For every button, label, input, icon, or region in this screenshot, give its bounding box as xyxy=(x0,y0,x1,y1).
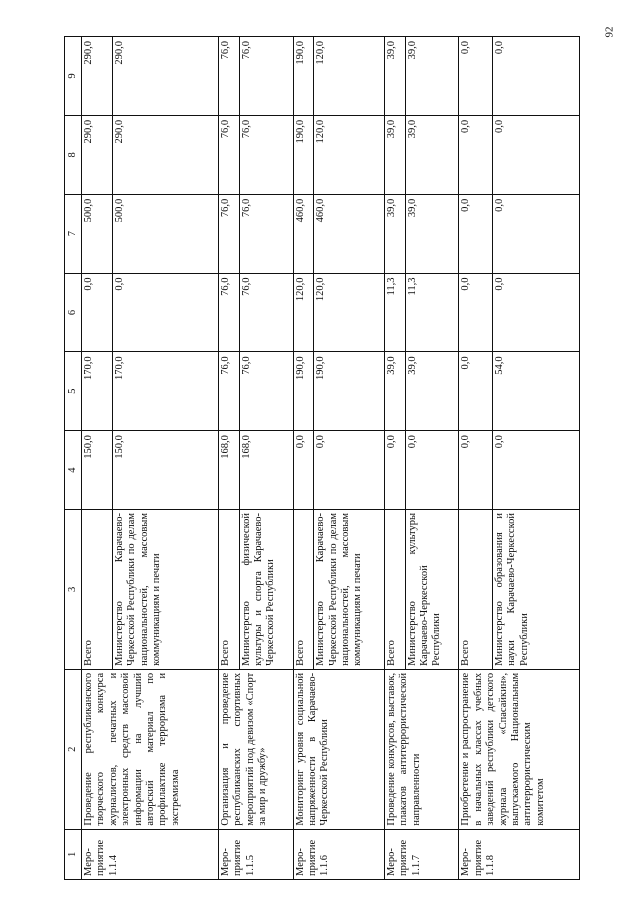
value-cell: 76,0 xyxy=(219,37,240,116)
value-cell: 39,0 xyxy=(405,352,459,431)
value-cell: 0,0 xyxy=(459,431,492,510)
column-header-7: 7 xyxy=(65,194,82,273)
table-row xyxy=(293,37,314,880)
activity-name: Приобретение и распространение в начальных классах учебных заведений республики детского журнала «Спасайкин», выпускаемого Национальным антитеррористическим комитетом xyxy=(459,669,580,829)
activity-id: Меро- приятие 1.1.5 xyxy=(219,829,294,879)
table-row xyxy=(459,37,492,880)
value-cell: 76,0 xyxy=(239,352,293,431)
activity-name: Проведение конкурсов, выставок, плакатов антитеррористической направленности xyxy=(384,669,459,829)
table-header xyxy=(65,37,82,880)
value-cell: 0,0 xyxy=(459,273,492,352)
value-cell: 11,3 xyxy=(405,273,459,352)
value-cell: 0,0 xyxy=(459,37,492,116)
activity-id: Меро- приятие 1.1.6 xyxy=(293,829,384,879)
value-cell: 190,0 xyxy=(293,115,314,194)
value-cell: 0,0 xyxy=(492,37,579,116)
value-cell: 0,0 xyxy=(405,431,459,510)
value-cell: 39,0 xyxy=(384,115,405,194)
activity-id: Меро- приятие 1.1.8 xyxy=(459,829,580,879)
value-cell: 190,0 xyxy=(293,352,314,431)
header-row xyxy=(65,37,82,880)
value-cell: 76,0 xyxy=(239,194,293,273)
executor-name: Министерство физической культуры и спорта Карачаево-Черкесской Республики xyxy=(239,509,293,669)
activity-id: Меро- приятие 1.1.7 xyxy=(384,829,459,879)
total-label: Всего xyxy=(384,509,405,669)
activity-id: Меро- приятие 1.1.4 xyxy=(82,829,219,879)
value-cell: 76,0 xyxy=(239,273,293,352)
value-cell: 11,3 xyxy=(384,273,405,352)
executor-name: Министерство Карачаево-Черкесской Республики по делам национальностей, массовым коммуникациям и печати xyxy=(314,509,385,669)
value-cell: 54,0 xyxy=(492,352,579,431)
activity-name: Проведение республиканского творческого конкурса журналистов, печатных и электронных средств массовой информации на лучший авторский материал по профилактике терроризма и экстремизма xyxy=(82,669,219,829)
value-cell: 39,0 xyxy=(384,352,405,431)
column-header-6: 6 xyxy=(65,273,82,352)
value-cell: 120,0 xyxy=(314,273,385,352)
activity-name: Организация и проведение республиканских спортивных мероприятий под девизом «Спорт за мир и дружбу» xyxy=(219,669,294,829)
column-header-5: 5 xyxy=(65,352,82,431)
budget-table xyxy=(64,36,580,880)
value-cell: 0,0 xyxy=(459,194,492,273)
value-cell: 0,0 xyxy=(293,431,314,510)
value-cell: 170,0 xyxy=(113,352,219,431)
value-cell: 0,0 xyxy=(459,115,492,194)
value-cell: 39,0 xyxy=(405,37,459,116)
value-cell: 39,0 xyxy=(384,37,405,116)
activity-name: Мониторинг уровня социальной напряженности в Карачаево-Черкесской Республики xyxy=(293,669,384,829)
page-number: 92 xyxy=(603,26,616,38)
value-cell: 290,0 xyxy=(82,37,113,116)
value-cell: 120,0 xyxy=(314,37,385,116)
value-cell: 150,0 xyxy=(113,431,219,510)
value-cell: 0,0 xyxy=(113,273,219,352)
value-cell: 150,0 xyxy=(82,431,113,510)
value-cell: 170,0 xyxy=(82,352,113,431)
total-label: Всего xyxy=(82,509,113,669)
value-cell: 190,0 xyxy=(314,352,385,431)
value-cell: 120,0 xyxy=(314,115,385,194)
value-cell: 76,0 xyxy=(219,115,240,194)
value-cell: 39,0 xyxy=(405,194,459,273)
value-cell: 0,0 xyxy=(492,115,579,194)
value-cell: 290,0 xyxy=(82,115,113,194)
total-label: Всего xyxy=(459,509,492,669)
value-cell: 76,0 xyxy=(219,352,240,431)
column-header-1: 1 xyxy=(65,829,82,879)
value-cell: 76,0 xyxy=(219,273,240,352)
value-cell: 0,0 xyxy=(492,194,579,273)
value-cell: 500,0 xyxy=(113,194,219,273)
value-cell: 460,0 xyxy=(293,194,314,273)
value-cell: 0,0 xyxy=(492,273,579,352)
value-cell: 0,0 xyxy=(459,352,492,431)
value-cell: 39,0 xyxy=(384,194,405,273)
value-cell: 168,0 xyxy=(219,431,240,510)
executor-name: Министерство культуры Карачаево-Черкесской Республики xyxy=(405,509,459,669)
value-cell: 39,0 xyxy=(405,115,459,194)
column-header-9: 9 xyxy=(65,37,82,116)
value-cell: 76,0 xyxy=(219,194,240,273)
table-row xyxy=(384,37,405,880)
executor-name: Министерство образования и науки Карачаево-Черкесской Республики xyxy=(492,509,579,669)
value-cell: 190,0 xyxy=(293,37,314,116)
value-cell: 0,0 xyxy=(492,431,579,510)
value-cell: 76,0 xyxy=(239,115,293,194)
value-cell: 120,0 xyxy=(293,273,314,352)
total-label: Всего xyxy=(293,509,314,669)
column-header-4: 4 xyxy=(65,431,82,510)
value-cell: 460,0 xyxy=(314,194,385,273)
table-body xyxy=(82,37,580,880)
value-cell: 168,0 xyxy=(239,431,293,510)
column-header-3: 3 xyxy=(65,509,82,669)
column-header-2: 2 xyxy=(65,669,82,829)
table-row xyxy=(219,37,240,880)
value-cell: 290,0 xyxy=(113,37,219,116)
value-cell: 0,0 xyxy=(384,431,405,510)
value-cell: 500,0 xyxy=(82,194,113,273)
value-cell: 0,0 xyxy=(314,431,385,510)
rotated-table-container xyxy=(64,36,580,880)
value-cell: 0,0 xyxy=(82,273,113,352)
total-label: Всего xyxy=(219,509,240,669)
column-header-8: 8 xyxy=(65,115,82,194)
value-cell: 76,0 xyxy=(239,37,293,116)
table-row xyxy=(82,37,113,880)
value-cell: 290,0 xyxy=(113,115,219,194)
executor-name: Министерство Карачаево-Черкесской Республики по делам национальностей, массовым коммуникациям и печати xyxy=(113,509,219,669)
